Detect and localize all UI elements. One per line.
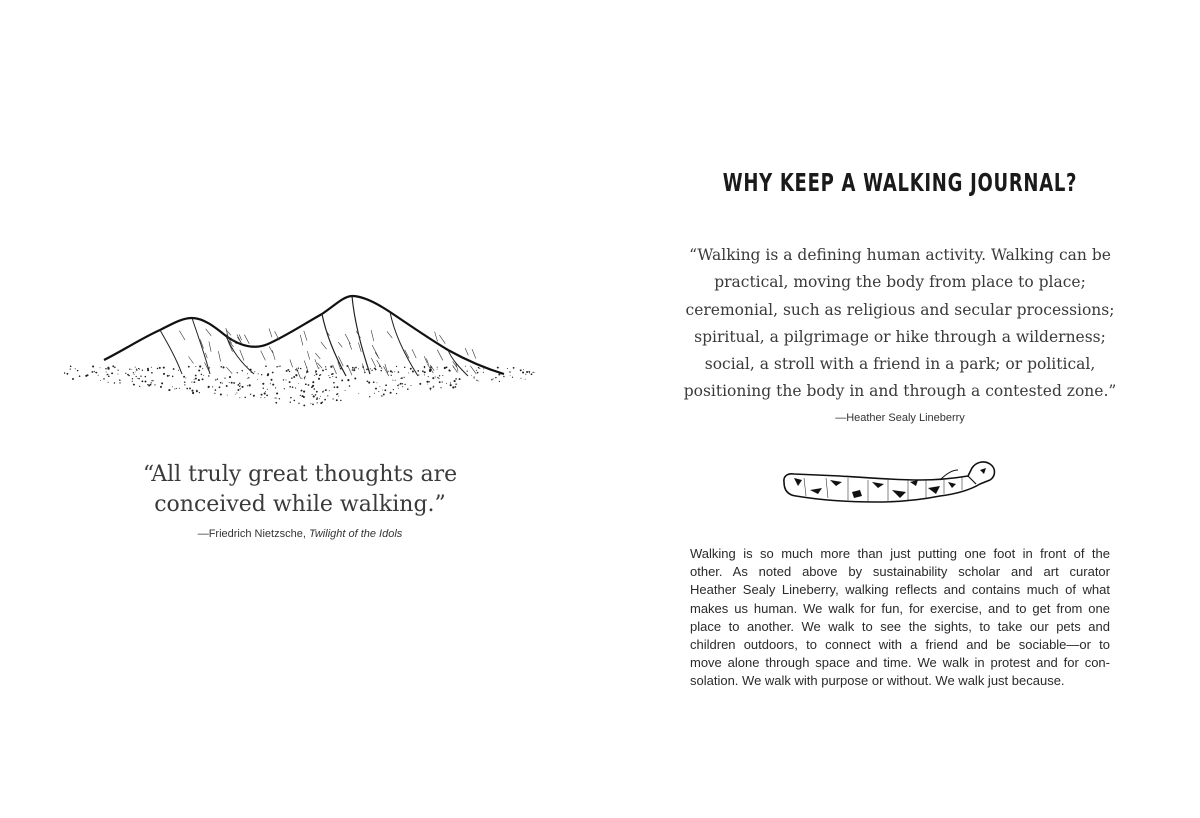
body-line: children outdoors, to connect with a friend and be sociable—or to	[690, 637, 1110, 653]
body-line: Heather Sealy Lineberry, walking reflects and contains much of what	[690, 582, 1110, 598]
page-title: WHY KEEP A WALKING JOURNAL?	[722, 168, 1078, 197]
attribution-author: —Friedrich Nietzsche,	[197, 528, 309, 540]
quote-line: “All truly great thoughts are	[142, 462, 458, 487]
nietzsche-attribution	[0, 528, 600, 540]
body-line: Walking is so much more than just putting one foot in front of the	[690, 546, 1110, 561]
body-line: place to another. We walk to see the sights, to take our pets and	[690, 618, 1110, 634]
quote-line: “Walking is a defining human activity. Walking can be	[689, 246, 1111, 264]
quote-line: social, a stroll with a friend in a park; or political,	[704, 355, 1096, 374]
body-line: other. As noted above by sustainability scholar and art curator	[690, 564, 1110, 580]
quote-line: spiritual, a pilgrimage or hike through a wilderness;	[694, 327, 1106, 346]
quote-line: ceremonial, such as religious and secular processions;	[685, 300, 1115, 319]
body-line: makes us human. We walk for fun, for exercise, and to get from one	[690, 600, 1110, 616]
nietzsche-quote	[0, 460, 600, 520]
mountain-icon	[64, 288, 536, 416]
attribution-work-title: Twilight of the Idols	[308, 528, 403, 540]
quote-line: conceived while walking.”	[154, 492, 446, 517]
branch-icon	[780, 456, 998, 514]
body-line: solation. We walk with purpose or without. We walk just because.	[690, 673, 1065, 689]
quote-line: practical, moving the body from place to place;	[714, 273, 1086, 292]
right-page	[600, 0, 1200, 818]
body-paragraph	[690, 545, 1110, 691]
body-line: move alone through space and time. We walk in protest and for con-	[690, 655, 1110, 671]
lineberry-quote	[680, 242, 1120, 406]
quote-line: positioning the body in and through a contested zone.”	[683, 382, 1117, 401]
lineberry-attribution: —Heather Sealy Lineberry	[835, 412, 965, 424]
